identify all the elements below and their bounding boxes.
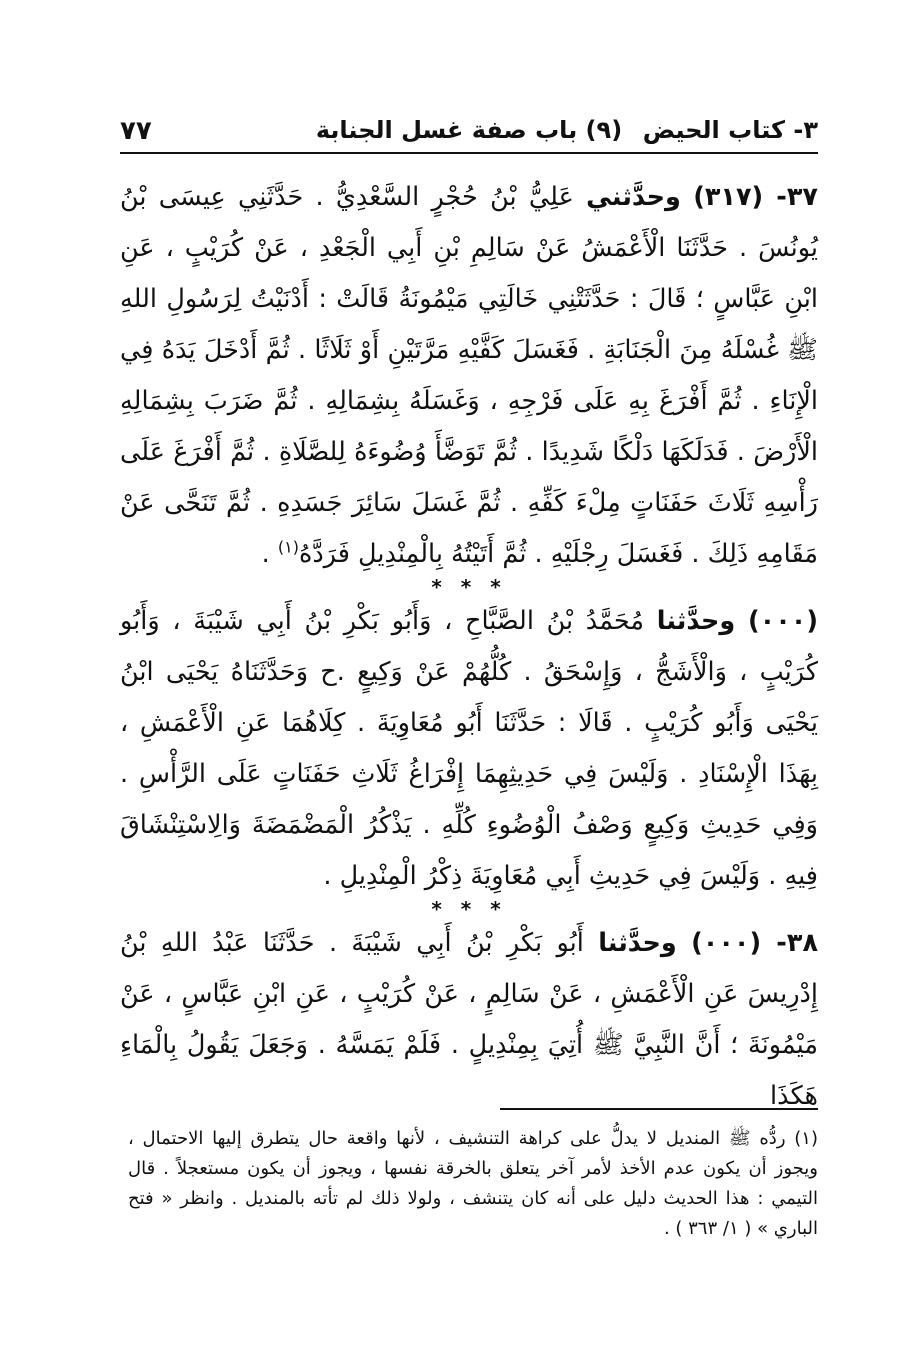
hadith-text: أَبُو بَكْرِ بْنُ أَبِي شَيْبَةَ . حَدَّثَنَا عَبْدُ اللهِ بْنُ إِدْرِيسَ عَنِ الْأَعْمَشِ ، عَنْ سَالِمٍ ، عَنْ كُرَيْبٍ ، عَنِ ابْنِ عَبَّاسٍ ، عَنْ مَيْمُونَةَ ؛ أَنَّ النَّبِيَّ ﷺ أُتِيَ بِمِنْدِيلٍ . فَلَمْ يَمَسَّهُ . وَجَعَلَ يَقُولُ بِالْمَاءِ هَكَذَا <box>120 928 818 1111</box>
hadith-text: مُحَمَّدُ بْنُ الصَّبَّاحِ ، وَأَبُو بَكْرِ بْنُ أَبِي شَيْبَةَ ، وَأَبُو كُرَيْبٍ ، وَالْأَشَجُّ ، وَإِسْحَقُ . كُلُّهُمْ عَنْ وَكِيعٍ .ح وَحَدَّثَنَاهُ يَحْيَى ابْنُ يَحْيَى وَأَبُو كُرَيْبٍ . قَالَا : حَدَّثَنَا أَبُو مُعَاوِيَةَ . كِلَاهُمَا عَنِ الْأَعْمَشِ ، بِهَذَا الْإِسْنَادِ . وَلَيْسَ فِي حَدِيثِهِمَا إِفْرَاغُ ثَلَاثِ حَفَنَاتٍ عَلَى الرَّأْسِ . وَفِي حَدِيثِ وَكِيعٍ وَصْفُ الْوُضُوءِ كُلِّهِ . يَذْكُرُ الْمَضْمَضَةَ وَالِاسْتِنْشَاقَ فِيهِ . وَلَيْسَ فِي حَدِيثِ أَبِي مُعَاوِيَةَ ذِكْرُ الْمِنْدِيلِ . <box>120 606 818 891</box>
hadith-38 <box>120 918 818 1122</box>
page-number: ٧٧ <box>120 116 152 146</box>
hadith-number: ٣٧- (٣١٧) <box>693 182 818 212</box>
hadith-opening: وحدَّثنا <box>598 928 677 958</box>
hadith-text: عَلِيُّ بْنُ حُجْرٍ السَّعْدِيُّ . حَدَّثَنِي عِيسَى بْنُ يُونُسَ . حَدَّثَنَا الْأَعْمَشُ عَنْ سَالِمِ بْنِ أَبِي الْجَعْدِ ، عَنْ كُرَيْبٍ ، عَنِ ابْنِ عَبَّاسٍ ؛ قَالَ : حَدَّثَتْنِي خَالَتِي مَيْمُونَةُ قَالَتْ : أَدْنَيْتُ لِرَسُولِ اللهِ ﷺ غُسْلَهُ مِنَ الْجَنَابَةِ . فَغَسَلَ كَفَّيْهِ مَرَّتَيْنِ أَوْ ثَلَاثًا . ثُمَّ أَدْخَلَ يَدَهُ فِي الْإِنَاءِ . ثُمَّ أَفْرَغَ بِهِ عَلَى فَرْجِهِ ، وَغَسَلَهُ بِشِمَالِهِ . ثُمَّ ضَرَبَ بِشِمَالِهِ الْأَرْضَ . فَدَلَكَهَا دَلْكًا شَدِيدًا . ثُمَّ تَوَضَّأَ وُضُوءَهُ لِلصَّلَاةِ . ثُمَّ أَفْرَغَ عَلَى رَأْسِهِ ثَلَاثَ حَفَنَاتٍ مِلْءَ كَفِّهِ . ثُمَّ غَسَلَ سَائِرَ جَسَدِهِ . ثُمَّ تَنَحَّى عَنْ مَقَامِهِ ذَلِكَ . فَغَسَلَ رِجْلَيْهِ . ثُمَّ أَتَيْتُهُ بِالْمِنْدِيلِ فَرَدَّهُ <box>120 182 818 569</box>
footnote <box>128 1124 818 1244</box>
hadith-37 <box>120 172 818 580</box>
chapter-title: ٣- كتاب الحيض <box>642 116 818 144</box>
hadith-opening: وحدَّثني <box>586 182 681 212</box>
hadith-opening: وحدَّثنا <box>656 606 736 636</box>
footnote-divider <box>500 1108 818 1110</box>
hadith-000a <box>120 596 818 902</box>
section-title: (٩) باب صفة غسل الجنابة <box>315 116 623 144</box>
footnote-text: ردُّه ﷺ المنديل لا يدلُّ على كراهة التنشيف ، لأنها واقعة حال يتطرق إليها الاحتمال ، ويجوز أن يكون عدم الأخذ لأمر آخر يتعلق بالخرقة نفسها ، ويجوز أن يكون مستعجلاً . قال التيمي : هذا الحديث دليل على أنه كان يتنشف ، ولولا ذلك لم تأته بالمنديل . وانظر « فتح الباري » ( ١/ ٣٦٣ ) . <box>128 1128 818 1239</box>
separator-stars: * * * <box>431 575 507 599</box>
footnote-reference[interactable]: (١) <box>277 537 299 557</box>
running-header <box>120 112 818 154</box>
separator-stars: * * * <box>431 897 507 921</box>
hadith-number: ٣٨- (٠٠٠) <box>691 928 819 958</box>
main-text <box>120 172 818 1122</box>
hadith-number: (٠٠٠) <box>748 606 819 636</box>
footnote-marker: (١) <box>794 1128 818 1149</box>
hadith-end: . <box>261 539 278 569</box>
